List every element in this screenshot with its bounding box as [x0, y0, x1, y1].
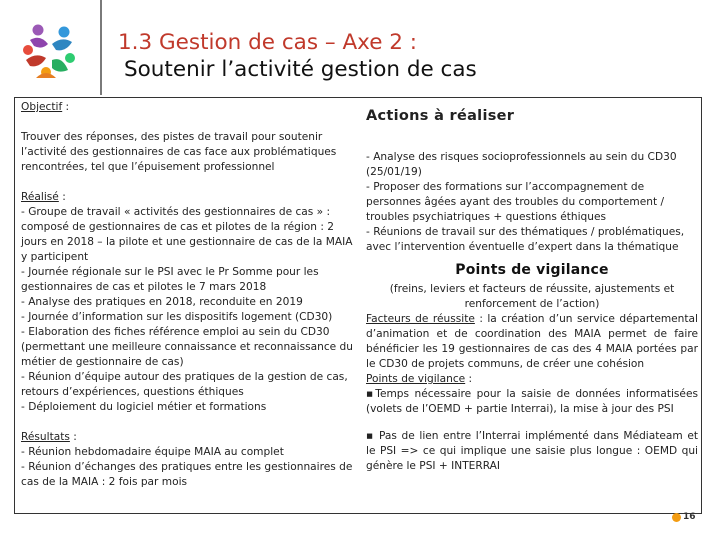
realise-item: - Journée d’information sur les dispositifs logement (CD30): [21, 311, 333, 323]
action-item: - Proposer des formations sur l’accompagnement de personnes âgées ayant des troubles du comportement / troubles psychiatriques + questions éthiques: [366, 181, 665, 223]
resultats-heading: [21, 430, 361, 445]
realise-item: - Groupe de travail « activités des gestionnaires de cas » : composé de gestionnaires de cas et pilotes de la région : 2 jours en 2018 – la pilote et une gestionnaire de cas de la MAIA y participent: [21, 206, 353, 263]
objectif-heading: [21, 100, 361, 115]
action-item: - Analyse des risques socioprofessionnels au sein du CD30 (25/01/19): [366, 151, 677, 178]
facteurs-text: : la création d’un service départemental d’animation et de coordination des MAIA permet de faire bénéficier les 19 gestionnaires de cas des 4 MAIA portées par le CD30 de projets communs, de créer une cohésion: [366, 313, 698, 370]
page-number-text: 16: [683, 512, 696, 522]
realise-heading: [21, 190, 361, 205]
realise-label: Réalisé: [21, 191, 59, 203]
header-divider: [100, 0, 102, 95]
page-number: [672, 512, 696, 522]
objectif-text: Trouver des réponses, des pistes de travail pour soutenir l’activité des gestionnaires de cas face aux problématiques rencontrées, tel que l’épuisement professionnel: [21, 131, 337, 173]
actions-heading: Actions à réaliser: [366, 108, 515, 124]
vigilance-item: ▪ Pas de lien entre l’Interrai implémenté dans Médiateam et le PSI => ce qui implique une saisie plus longue : OEMD qui génère le PSI + INTERRAI: [366, 430, 698, 472]
objectif-suffix: :: [62, 101, 70, 113]
left-column: [21, 100, 361, 490]
action-item: - Réunions de travail sur des thématiques / problématiques, avec l’intervention éventuelle d’expert dans la thématique: [366, 226, 685, 253]
vigilance-points-heading: [366, 372, 698, 387]
resultats-label: Résultats: [21, 431, 70, 443]
realise-item: - Déploiement du logiciel métier et formations: [21, 401, 267, 413]
people-logo-icon: [22, 20, 78, 82]
vigilance-label: Points de vigilance: [366, 373, 466, 385]
page-bullet-icon: [672, 513, 681, 522]
resultats-item: - Réunion hebdomadaire équipe MAIA au complet: [21, 446, 284, 458]
realise-item: - Analyse des pratiques en 2018, reconduite en 2019: [21, 296, 303, 308]
vigilance-item: ▪Temps nécessaire pour la saisie de données informatisées (volets de l’OEMD + partie Interrai), la mise à jour des PSI: [366, 388, 698, 415]
realise-item: - Journée régionale sur le PSI avec le Pr Somme pour les gestionnaires de cas et pilotes le 7 mars 2018: [21, 266, 319, 293]
resultats-item: - Réunion d’échanges des pratiques entre les gestionnaires de cas de la MAIA : 2 fois par mois: [21, 461, 353, 488]
objectif-label: Objectif: [21, 101, 63, 113]
vigilance-suffix: :: [465, 373, 473, 385]
realise-item: - Elaboration des fiches référence emploi au sein du CD30 (permettant une meilleure connaissance et reconnaissance du métier de gestionnaire de cas): [21, 326, 354, 368]
page-title: [118, 30, 708, 84]
title-line-1: 1.3 Gestion de cas – Axe 2 :: [118, 30, 418, 55]
vigilance-heading: Points de vigilance: [455, 262, 609, 278]
vigilance-subtitle: (freins, leviers et facteurs de réussite, ajustements et renforcement de l’action): [389, 283, 675, 310]
resultats-suffix: :: [69, 431, 77, 443]
facteurs-paragraph: [366, 312, 698, 372]
right-column: [366, 150, 698, 474]
facteurs-label: Facteurs de réussite: [366, 313, 475, 325]
realise-item: - Réunion d’équipe autour des pratiques de la gestion de cas, retours d’expériences, questions éthiques: [21, 371, 348, 398]
realise-suffix: :: [58, 191, 66, 203]
title-line-2: Soutenir l’activité gestion de cas: [124, 57, 477, 82]
